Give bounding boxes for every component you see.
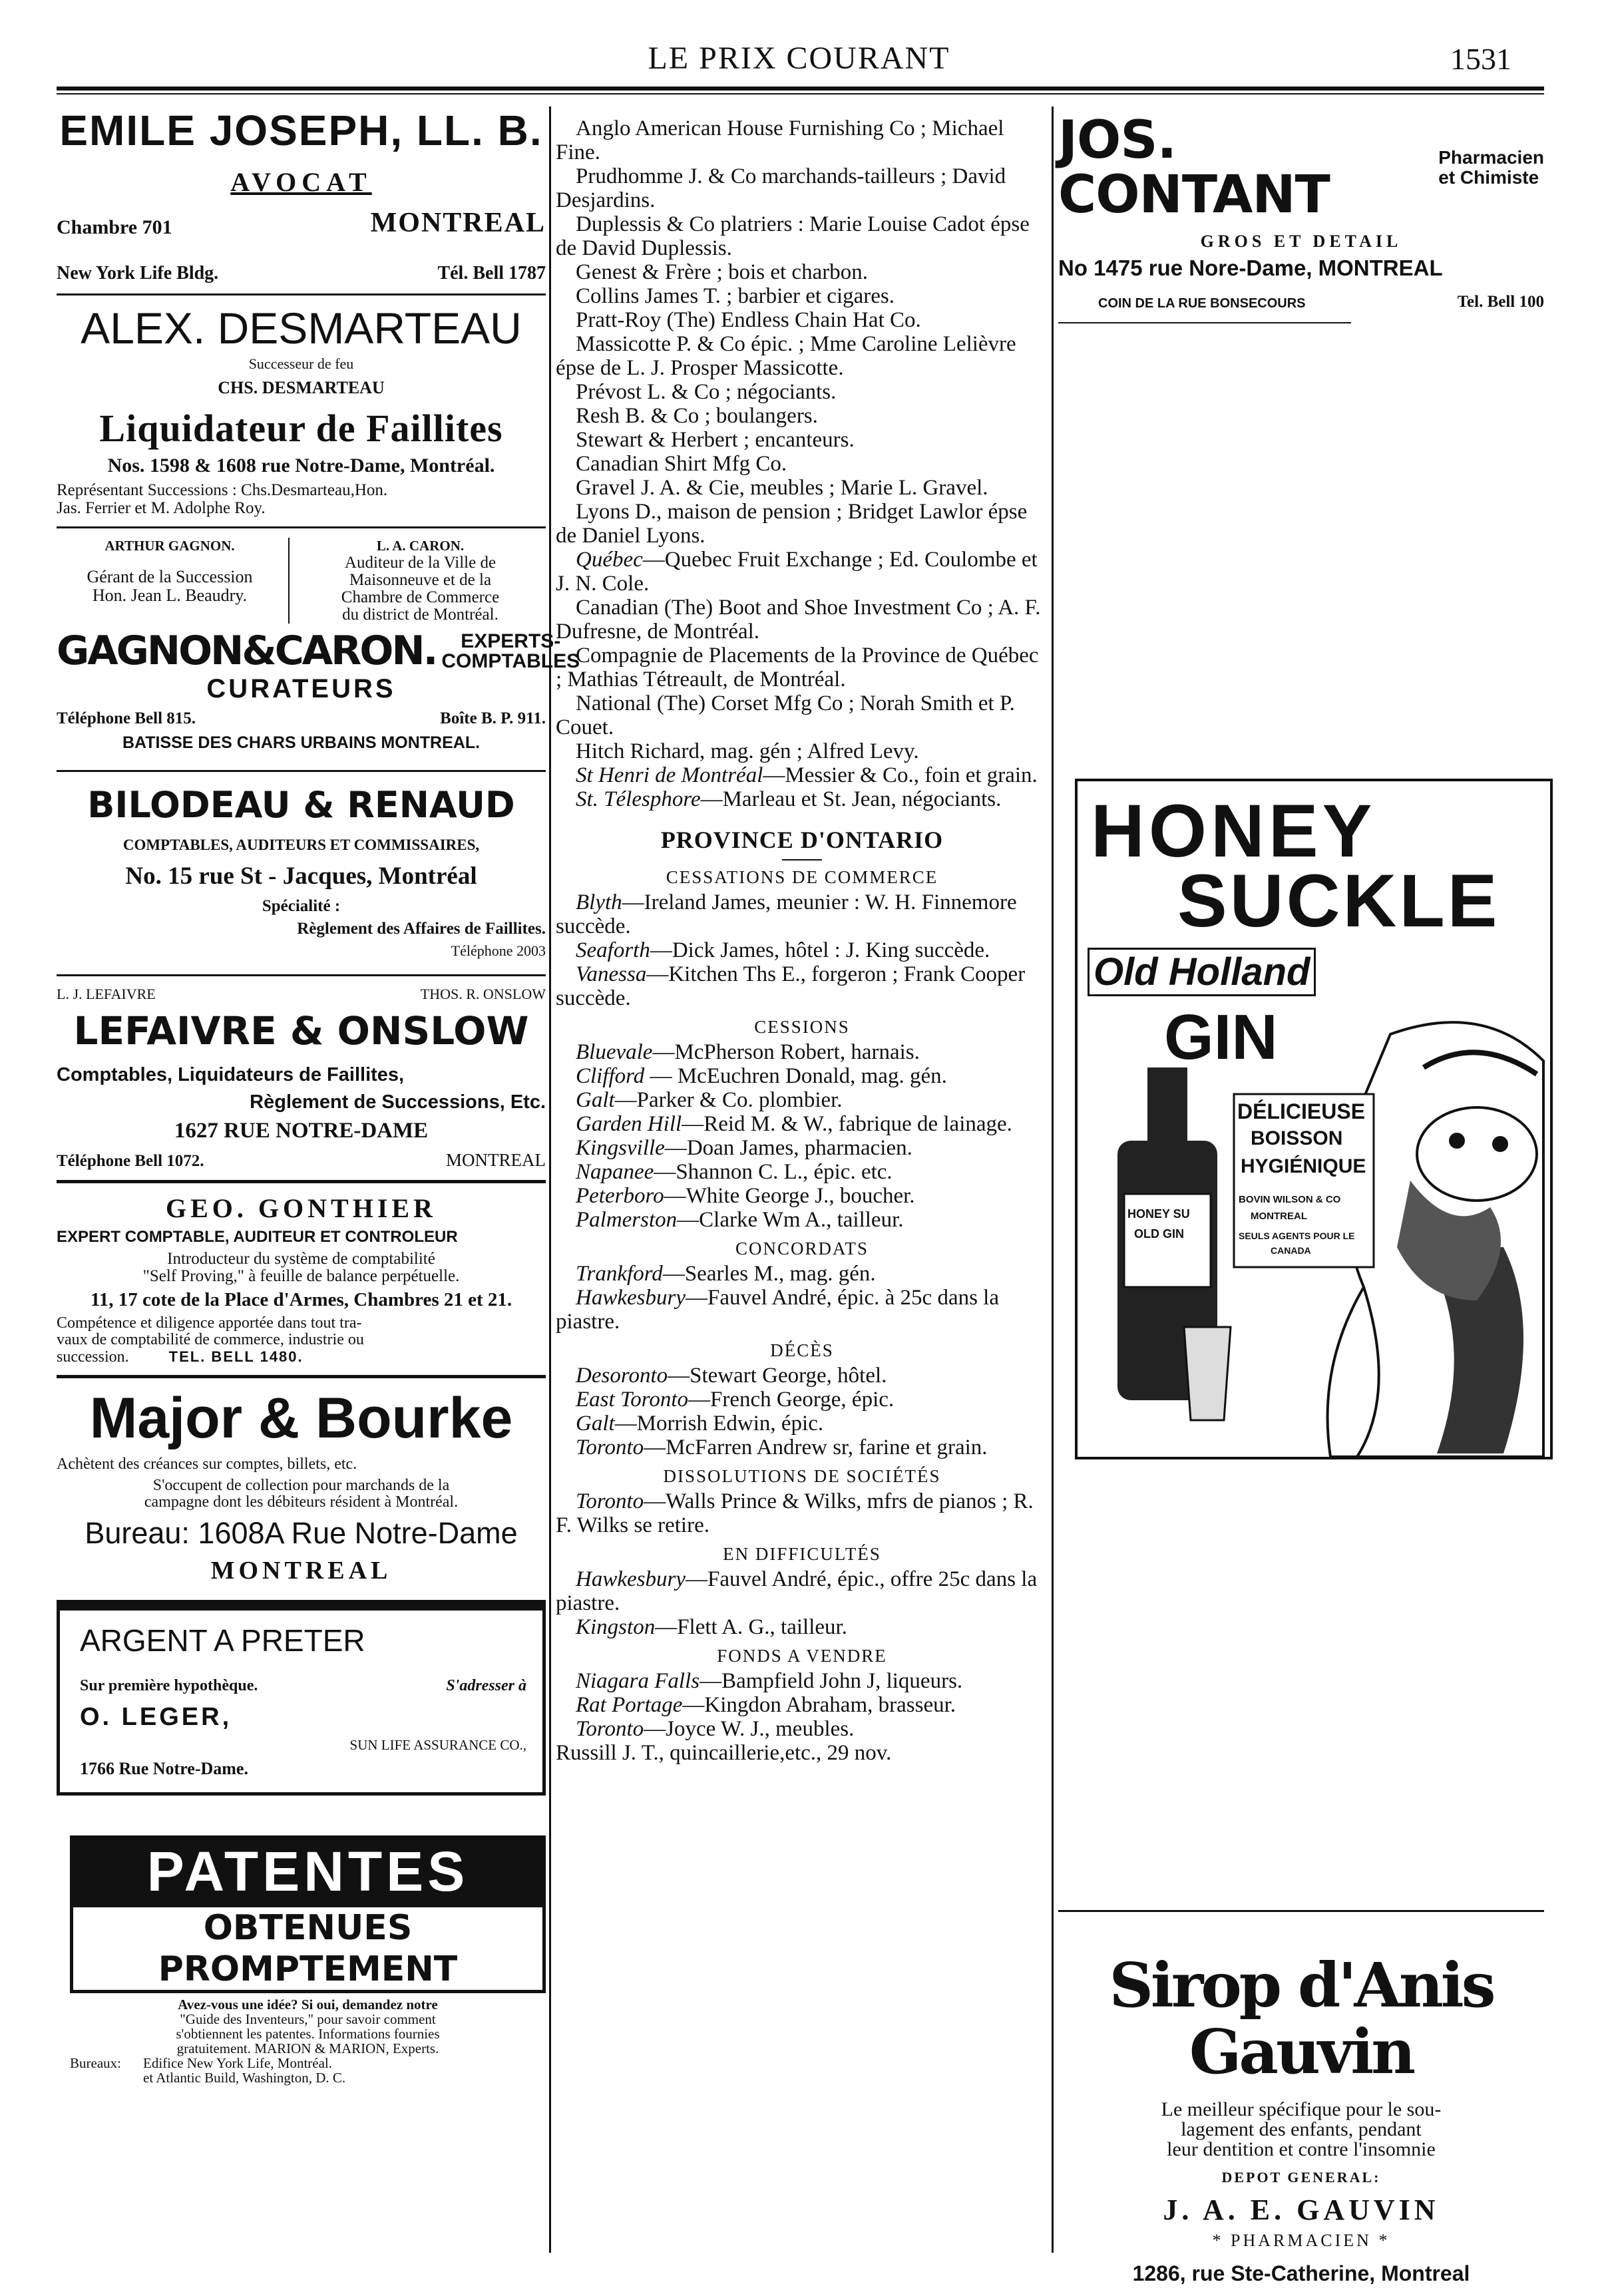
entry-text: —Fauvel André, épic., offre 25c dans la piastre.	[556, 1567, 1038, 1615]
services-1: Comptables, Liquidateurs de Faillites,	[57, 1064, 405, 1085]
entry-text: —McFarren Andrew sr, farine et grain.	[644, 1435, 988, 1459]
place-name: Palmerston	[576, 1208, 678, 1232]
notice-entry	[556, 1112, 1048, 1136]
column-divider-2	[1052, 106, 1054, 2253]
entry-text: —Reid M. & W., fabrique de lainage.	[682, 1112, 1012, 1136]
notice-entry	[556, 1136, 1048, 1160]
notice-entry	[556, 1088, 1048, 1112]
title: EXPERT COMPTABLE, AUDITEUR ET CONTROLEUR	[57, 1228, 458, 1246]
entry-text: —Ireland James, meunier : W. H. Finnemore succède.	[556, 890, 1017, 938]
line-1: Introducteur du système de comptabilité	[167, 1250, 435, 1268]
notice-entry	[556, 1693, 1048, 1717]
notice-entry	[556, 938, 1048, 962]
section-heading-ontario: PROVINCE D'ONTARIO	[660, 827, 944, 853]
notice-entry: Prévost L. & Co ; négociants.	[576, 380, 837, 404]
journal-title: LE PRIX COURANT	[648, 41, 950, 76]
offices-label: Bureaux:	[70, 2055, 121, 2071]
line-3: s'obtiennent les patentes. Informations fournies	[176, 2026, 440, 2042]
ad-bilodeau-renaud	[57, 784, 546, 960]
notice-entry	[556, 1669, 1048, 1693]
ad-argent-a-preter	[57, 1600, 546, 1796]
mortgage-line: Sur première hypothèque.	[80, 1677, 258, 1694]
heading-dissolutions: DISSOLUTIONS DE SOCIÉTÉS	[663, 1466, 941, 1486]
building: BATISSE DES CHARS URBAINS MONTREAL.	[122, 733, 481, 752]
slogan-3: HYGIÉNIQUE	[1241, 1155, 1366, 1177]
product-name: Sirop d'Anis Gauvin	[1109, 1949, 1494, 2088]
firm-name: ALEX. DESMARTEAU	[81, 303, 522, 353]
place-name: Bluevale	[576, 1040, 653, 1064]
notice-entry: Hitch Richard, mag. gén ; Alfred Levy.	[576, 739, 919, 763]
curateurs-label: CURATEURS	[206, 674, 396, 703]
notice-entry	[556, 962, 1048, 1010]
line-2: "Guide des Inventeurs," pour savoir comment	[180, 2011, 436, 2027]
montreal-entries	[556, 116, 1048, 548]
header-rule	[57, 87, 1544, 91]
contact-label: S'adresser à	[446, 1677, 526, 1694]
pharmacist-name: J. A. E. GAUVIN	[1163, 2194, 1440, 2226]
place-name: Clifford	[576, 1064, 645, 1088]
address: 11, 17 cote de la Place d'Armes, Chambres 21 et 21.	[90, 1289, 512, 1310]
entry-text: —Parker & Co. plombier.	[614, 1088, 843, 1112]
place-name: Hawkesbury	[576, 1286, 686, 1310]
lawyer-role: AVOCAT	[230, 167, 372, 197]
title: ARGENT A PRETER	[80, 1623, 365, 1658]
ad-honey-suckle	[1075, 779, 1553, 1459]
subtitle: OBTENUES PROMPTEMENT	[70, 1907, 546, 1993]
notice-entry	[556, 1160, 1048, 1184]
place-name: East Toronto	[576, 1388, 689, 1412]
partner-1-desc-b: Hon. Jean L. Beaudry.	[92, 586, 248, 605]
place-name: Galt	[576, 1088, 615, 1112]
brand-line-2: SUCKLE	[1177, 859, 1500, 942]
notice-entry	[556, 1064, 1048, 1088]
entry-text: —Clarke Wm A., tailleur.	[677, 1208, 904, 1232]
telephone: TEL. BELL 1480.	[168, 1348, 303, 1365]
notice-entry: Canadian (The) Boot and Shoe Investment Co ; A. F. Dufresne, de Montréal.	[556, 596, 1041, 644]
pharmacien-label: Pharmacien	[1438, 147, 1544, 168]
entry-text: —French George, épic.	[688, 1388, 895, 1412]
notice-entry	[556, 1489, 1048, 1537]
chimiste-label: et Chimiste	[1438, 167, 1539, 188]
firm-name: LEFAIVRE & ONSLOW	[73, 1008, 529, 1053]
pharmacien-label: * PHARMACIEN *	[1212, 2231, 1390, 2250]
place-name: Vanessa	[576, 962, 647, 986]
entry-text: —Fauvel André, épic. à 25c dans la piastre.	[556, 1286, 999, 1334]
gros-detail: GROS ET DETAIL	[1200, 232, 1402, 251]
telephone: Téléphone Bell 815.	[57, 709, 196, 727]
line-2: "Self Proving," à feuille de balance perpétuelle.	[142, 1267, 460, 1285]
place-name: Niagara Falls	[576, 1669, 700, 1693]
comptables-label: COMPTABLES	[441, 650, 580, 672]
building: New York Life Bldg.	[57, 263, 219, 284]
page-number: 1531	[1450, 42, 1511, 76]
line-2: S'occupent de collection pour marchands de la	[152, 1477, 450, 1494]
address: 1286, rue Ste-Catherine, Montreal	[1132, 2261, 1470, 2285]
partner-2-desc-a: Auditeur de la Ville de	[344, 554, 497, 572]
representative-1: Représentant Successions : Chs.Desmarteau,Hon.	[57, 481, 388, 499]
place-name: Kingston	[576, 1615, 656, 1639]
line-1: Achètent des créances sur comptes, billets, etc.	[57, 1455, 357, 1473]
notice-entry: Collins James T. ; barbier et cigares.	[576, 284, 895, 308]
city: MONTREAL	[370, 208, 546, 238]
line-3: campagne dont les débiteurs résident à Montréal.	[144, 1493, 459, 1511]
heading-deces: DÉCÈS	[770, 1340, 834, 1360]
line-1: Le meilleur spécifique pour le sou-	[1161, 2098, 1442, 2120]
notice-entry	[556, 1412, 1048, 1435]
entry-text: —Kitchen Ths E., forgeron ; Frank Cooper succède.	[556, 962, 1026, 1010]
column-advertisements-left	[57, 106, 580, 2086]
entry-text: —Stewart George, hôtel.	[668, 1364, 887, 1388]
notice-entry	[556, 1717, 1048, 1741]
specialty-label: Spécialité :	[262, 897, 341, 915]
line-5: succession.	[57, 1348, 129, 1366]
place-name: Seaforth	[576, 938, 650, 962]
entry-text: —Walls Prince & Wilks, mfrs de pianos ; R. F. Wilks se retire.	[556, 1489, 1034, 1537]
notice-entry: Lyons D., maison de pension ; Bridget Lawlor épse de Daniel Lyons.	[556, 500, 1028, 548]
ad-patentes	[57, 1835, 546, 2085]
agent-name: O. LEGER,	[80, 1703, 232, 1731]
entry-quebec: Québec—Quebec Fruit Exchange ; Ed. Coulombe et J. N. Cole.	[556, 548, 1038, 596]
montreal-entries-2	[556, 596, 1048, 763]
notice-entry	[556, 1435, 1048, 1459]
roles: COMPTABLES, AUDITEURS ET COMMISSAIRES,	[122, 837, 480, 853]
heading-concordats: CONCORDATS	[735, 1239, 869, 1258]
entry-text: —Flett A. G., tailleur.	[655, 1615, 847, 1639]
title: PATENTES	[70, 1835, 546, 1907]
column-advertisements-right	[1058, 110, 1544, 2285]
depot-label: DEPOT GENERAL:	[1221, 2169, 1381, 2186]
corner: COIN DE LA RUE BONSECOURS	[1098, 296, 1306, 311]
notice-entry	[556, 890, 1048, 938]
place-name: Toronto	[576, 1489, 644, 1513]
services-2: Règlement de Successions, Etc.	[250, 1091, 546, 1113]
office-1: Edifice New York Life, Montréal.	[143, 2055, 333, 2071]
entry-text: —White George J., boucher.	[664, 1184, 915, 1208]
entry-st-telesphore: St. Télesphore—Marleau et St. Jean, négociants.	[576, 787, 1002, 811]
agent-label-3: SEULS AGENTS POUR LE	[1239, 1231, 1355, 1241]
address: 1766 Rue Notre-Dame.	[80, 1759, 248, 1778]
heading-cessations: CESSATIONS DE COMMERCE	[666, 867, 938, 887]
ad-sirop-gauvin	[1058, 1910, 1544, 2286]
place-name: Trankford	[576, 1262, 663, 1286]
partner-2-desc-b: Maisonneuve et de la	[349, 571, 492, 589]
notice-entry	[556, 1286, 1048, 1334]
brand-line-4: GIN	[1164, 1002, 1278, 1073]
representative-2: Jas. Ferrier et M. Adolphe Roy.	[57, 499, 266, 517]
entry-text: —McPherson Robert, harnais.	[652, 1040, 920, 1064]
address: Nos. 1598 & 1608 rue Notre-Dame, Montréal.	[107, 455, 495, 477]
entry-text: — McEuchren Donald, mag. gén.	[644, 1064, 947, 1088]
notice-entry: Canadian Shirt Mfg Co.	[576, 452, 787, 476]
ad-jos-contant	[1058, 110, 1544, 323]
line-1: Avez-vous une idée? Si oui, demandez notre	[178, 1997, 438, 2012]
bottle-label-1: HONEY SU	[1127, 1207, 1190, 1221]
column-divider-1	[549, 106, 551, 2253]
notice-entry	[556, 1615, 1048, 1639]
partner-2-desc-d: du district de Montréal.	[342, 606, 499, 624]
office: Bureau: 1608A Rue Notre-Dame	[85, 1516, 518, 1550]
notice-entry: Prudhomme J. & Co marchands-tailleurs ; David Desjardins.	[556, 164, 1006, 212]
partner-1-desc-a: Gérant de la Succession	[87, 567, 253, 586]
place-name: Toronto	[576, 1717, 644, 1741]
bottle-label-2: OLD GIN	[1134, 1227, 1184, 1241]
place-name: Blyth	[576, 890, 622, 914]
entry-text: —Kingdon Abraham, brasseur.	[682, 1693, 956, 1717]
entry-text: —Dick James, hôtel : J. King succède.	[650, 938, 990, 962]
column-notices-middle	[556, 116, 1048, 1765]
heading-cessions: CESSIONS	[754, 1017, 850, 1037]
po-box: Boîte B. P. 911.	[440, 709, 546, 727]
notice-entry: Duplessis & Co platriers : Marie Louise Cadot épse de David Duplessis.	[556, 212, 1030, 260]
notice-entry: Pratt-Roy (The) Endless Chain Hat Co.	[576, 308, 921, 332]
notice-entry: National (The) Corset Mfg Co ; Norah Smith et P. Couet.	[556, 691, 1015, 739]
pharmacist-name: JOS. CONTANT	[1058, 110, 1330, 225]
office-2: et Atlantic Build, Washington, D. C.	[143, 2070, 346, 2086]
line-2: lagement des enfants, pendant	[1181, 2118, 1422, 2140]
heading-difficultes: EN DIFFICULTÉS	[723, 1544, 881, 1564]
ad-major-bourke	[57, 1388, 546, 1585]
entry-text: —Searles M., mag. gén.	[662, 1262, 876, 1286]
slogan-2: BOISSON	[1251, 1127, 1343, 1149]
line-3: Compétence et diligence apportée dans tout tra-	[57, 1314, 362, 1332]
notice-entry	[556, 1364, 1048, 1388]
slogan-1: DÉLICIEUSE	[1237, 1099, 1366, 1123]
list-fonds	[556, 1669, 1048, 1741]
page-header	[0, 0, 1598, 87]
list-concordats	[556, 1262, 1048, 1334]
successor-label: Successeur de feu	[248, 355, 354, 372]
agent-label-2: MONTREAL	[1251, 1211, 1307, 1222]
notice-entry: Compagnie de Placements de la Province de Québec ; Mathias Tétreault, de Montréal.	[556, 644, 1039, 691]
place-name: Hawkesbury	[576, 1567, 686, 1591]
notice-entry	[556, 1388, 1048, 1412]
firm-name: BILODEAU & RENAUD	[87, 784, 515, 826]
list-dissolutions	[556, 1489, 1048, 1537]
notice-entry: Genest & Frère ; bois et charbon.	[576, 260, 868, 284]
liquidator-title: Liquidateur de Faillites	[99, 407, 503, 450]
place-name: Peterboro	[576, 1184, 664, 1208]
list-cessions	[556, 1040, 1048, 1232]
notice-entry	[556, 1567, 1048, 1615]
list-cessations	[556, 890, 1048, 1010]
line-3: leur dentition et contre l'insomnie	[1167, 2138, 1436, 2160]
entry-text: —Morrish Edwin, épic.	[614, 1412, 824, 1435]
notice-entry: Resh B. & Co ; boulangers.	[576, 404, 818, 428]
telephone: Tel. Bell 100	[1457, 293, 1544, 311]
place-name: Rat Portage	[576, 1693, 683, 1717]
firm-name: GAGNON&CARON.	[57, 628, 437, 674]
telephone: Tél. Bell 1787	[437, 263, 546, 284]
notice-entry: Massicotte P. & Co épic. ; Mme Caroline Lelièvre épse de L. J. Prosper Massicotte.	[556, 332, 1016, 380]
brand-line-1: HONEY	[1091, 789, 1376, 872]
entry-text: —Bampfield John J, liqueurs.	[699, 1669, 963, 1693]
heading-fonds: FONDS A VENDRE	[717, 1646, 887, 1666]
place-name: Toronto	[576, 1435, 644, 1459]
telephone: Téléphone 2003	[451, 942, 546, 959]
entry-text: —Shannon C. L., épic. etc.	[654, 1160, 893, 1184]
header-rule-thin	[57, 93, 1544, 95]
list-deces	[556, 1364, 1048, 1459]
ad-lefaivre-onslow	[57, 986, 546, 1171]
telephone: Téléphone Bell 1072.	[57, 1152, 204, 1170]
entry-text: —Doan James, pharmacien.	[664, 1136, 912, 1160]
entry-last: Russill J. T., quincaillerie,etc., 29 nov.	[556, 1741, 892, 1765]
partner-2-name: L. A. CARON.	[376, 538, 465, 554]
predecessor: CHS. DESMARTEAU	[218, 378, 385, 397]
address: 1627 RUE NOTRE-DAME	[174, 1119, 429, 1143]
company: SUN LIFE ASSURANCE CO.,	[349, 1737, 526, 1753]
line-4: gratuitement. MARION & MARION, Experts.	[176, 2040, 439, 2056]
entry-st-henri: St Henri de Montréal—Messier & Co., foin et grain.	[576, 763, 1038, 787]
place-name: Garden Hill	[576, 1112, 682, 1136]
place-name: Desoronto	[576, 1364, 668, 1388]
brand-line-3: Old Holland	[1088, 948, 1316, 996]
list-difficultes	[556, 1567, 1048, 1639]
entry-text: —Joyce W. J., meubles.	[644, 1717, 855, 1741]
partner-1-name: L. J. LEFAIVRE	[57, 986, 156, 1002]
partner-2-desc-c: Chambre de Commerce	[341, 588, 500, 606]
place-name: Galt	[576, 1412, 615, 1435]
specialty: Règlement des Affaires de Faillites.	[297, 920, 546, 938]
agent-label-4: CANADA	[1271, 1245, 1311, 1256]
ad-emile-joseph	[57, 106, 546, 284]
partner-2-name: THOS. R. ONSLOW	[420, 986, 546, 1002]
notice-entry	[556, 1208, 1048, 1232]
ad-geo-gonthier	[57, 1193, 546, 1366]
chambre: Chambre 701	[57, 216, 172, 238]
notice-entry: Anglo American House Furnishing Co ; Michael Fine.	[556, 116, 1004, 164]
notice-entry	[556, 1040, 1048, 1064]
name: GEO. GONTHIER	[166, 1193, 437, 1223]
lawyer-name: EMILE JOSEPH, LL. B.	[59, 106, 543, 154]
city: MONTREAL	[446, 1150, 546, 1170]
agent-label-1: BOVIN WILSON & CO	[1239, 1194, 1341, 1205]
address: No. 15 rue St - Jacques, Montréal	[125, 862, 477, 890]
ad-gagnon-caron	[57, 538, 580, 753]
experts-label: EXPERTS-	[461, 630, 561, 652]
notice-entry	[556, 1184, 1048, 1208]
notice-entry: Stewart & Herbert ; encanteurs.	[576, 428, 855, 452]
city: MONTREAL	[210, 1557, 392, 1585]
notice-entry: Gravel J. A. & Cie, meubles ; Marie L. Gravel.	[576, 476, 988, 500]
firm-name: Major & Bourke	[89, 1386, 513, 1450]
place-name: Napanee	[576, 1160, 654, 1184]
address: No 1475 rue Nore-Dame, MONTREAL	[1058, 256, 1443, 280]
line-4: vaux de comptabilité de commerce, industrie ou	[57, 1331, 364, 1348]
partner-1-name: ARTHUR GAGNON.	[104, 538, 235, 554]
place-name: Kingsville	[576, 1136, 665, 1160]
notice-entry	[556, 1262, 1048, 1286]
ad-desmarteau	[57, 305, 546, 517]
